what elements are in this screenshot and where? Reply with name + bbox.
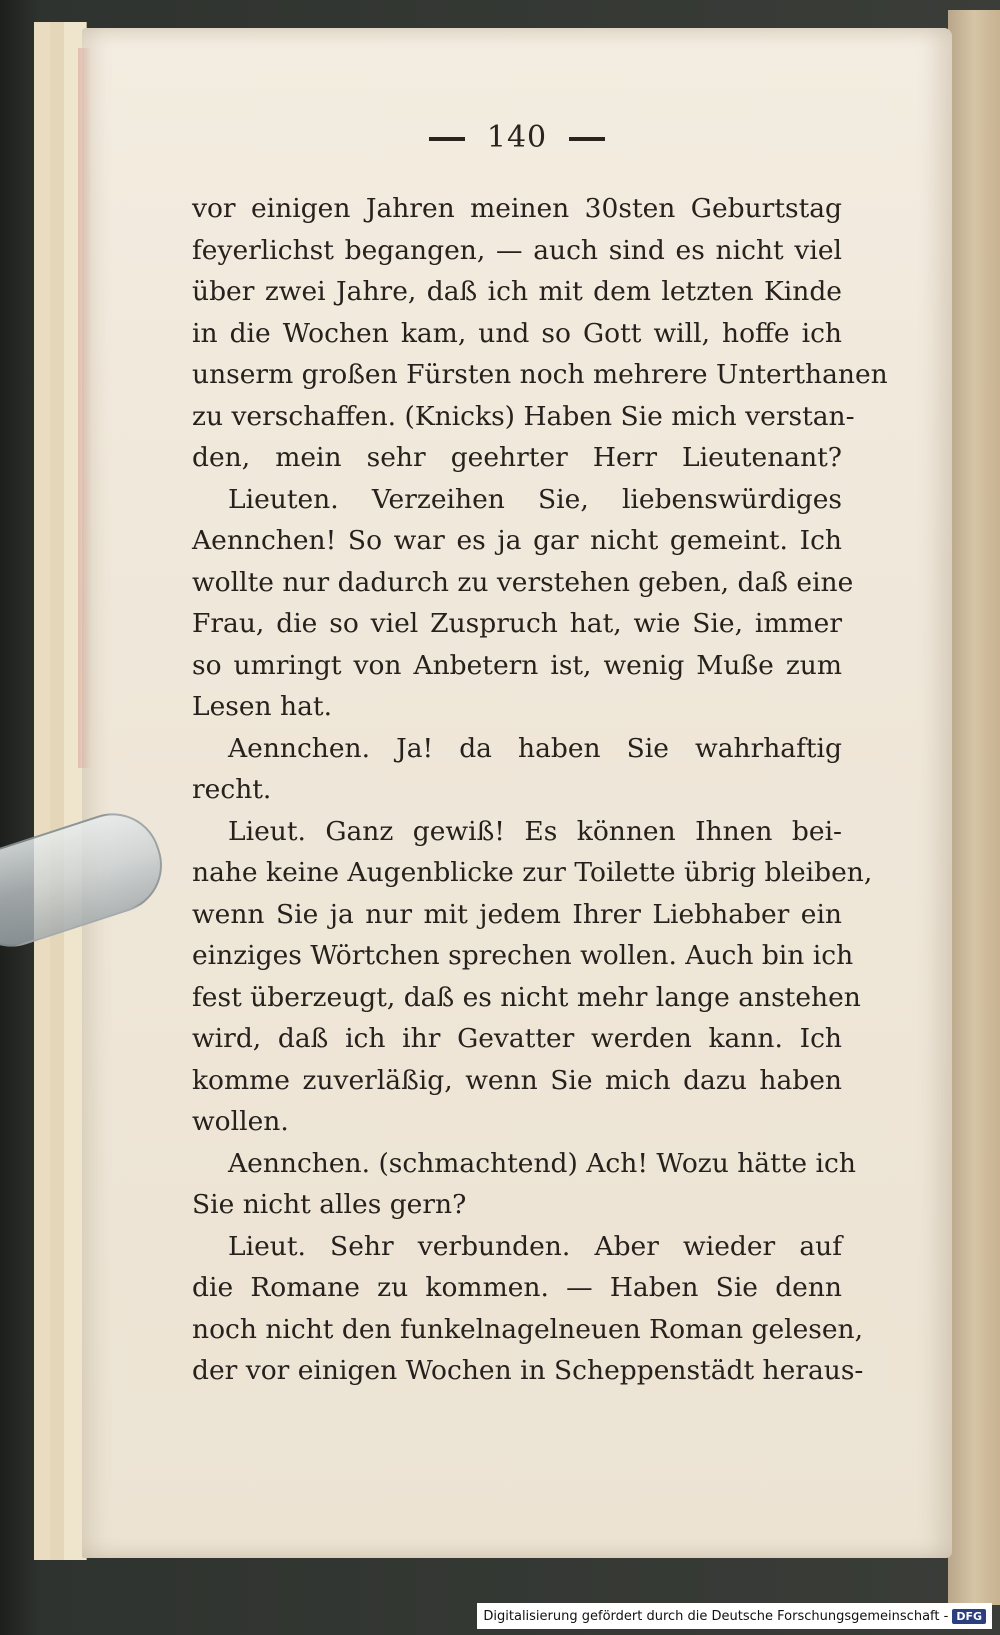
text-line: feyerlichst begangen, — auch sind es nicht viel — [192, 234, 842, 266]
dfg-logo: DFG — [952, 1609, 986, 1624]
text-line: Aennchen. Ja! da haben Sie wahrhaftig — [228, 732, 842, 764]
book-page — [82, 28, 952, 1558]
text-line: zu verschaffen. (Knicks) Haben Sie mich verstan- — [192, 400, 855, 432]
text-line: noch nicht den funkelnagelneuen Roman gelesen, — [192, 1313, 864, 1345]
text-line: Aennchen. (schmachtend) Ach! Wozu hätte ich — [228, 1147, 856, 1179]
text-line: der vor einigen Wochen in Scheppenstädt heraus- — [192, 1355, 864, 1386]
digitization-footer — [477, 1603, 992, 1629]
text-line: Frau, die so viel Zuspruch hat, wie Sie, immer — [192, 608, 842, 639]
text-line: fest überzeugt, daß es nicht mehr lange anstehen — [192, 981, 861, 1013]
text-line: Lieut. Ganz gewiß! Es können Ihnen bei- — [228, 815, 842, 847]
text-line: recht. — [192, 774, 272, 805]
text-line: wollen. — [192, 1106, 289, 1137]
text-line: vor einigen Jahren meinen 30sten Geburtstag — [192, 193, 842, 224]
text-line: nahe keine Augenblicke zur Toilette übrig bleiben, — [192, 857, 873, 888]
adjacent-page — [948, 10, 1000, 1605]
header-dash-left — [429, 137, 465, 141]
text-line: wird, daß ich ihr Gevatter werden kann. Ich — [192, 1023, 842, 1054]
text-line: Lieuten. Verzeihen Sie, liebenswürdiges — [228, 483, 842, 515]
text-line: wenn Sie ja nur mit jedem Ihrer Liebhaber ein — [192, 898, 842, 930]
text-line: so umringt von Anbetern ist, wenig Muße zum — [192, 649, 842, 681]
text-line: Lesen hat. — [192, 691, 332, 722]
page-header — [82, 120, 952, 155]
text-line: Lieut. Sehr verbunden. Aber wieder auf — [228, 1230, 842, 1262]
text-line: den, mein sehr geehrter Herr Lieutenant? — [192, 442, 842, 473]
text-line: unserm großen Fürsten noch mehrere Unterthanen — [192, 359, 888, 390]
text-line: komme zuverläßig, wenn Sie mich dazu haben — [192, 1064, 842, 1096]
page-number: 140 — [486, 120, 548, 155]
text-line: einziges Wörtchen sprechen wollen. Auch bin ich — [192, 940, 854, 971]
text-line: wollte nur dadurch zu verstehen geben, daß eine — [192, 566, 854, 598]
text-line: in die Wochen kam, und so Gott will, hoffe ich — [192, 317, 842, 349]
text-line: über zwei Jahre, daß ich mit dem letzten Kinde — [192, 276, 842, 307]
page-text — [192, 188, 888, 1392]
text-line: Sie nicht alles gern? — [192, 1189, 467, 1220]
footer-text: Digitalisierung gefördert durch die Deutsche Forschungsgemeinschaft - — [483, 1608, 949, 1624]
text-line: die Romane zu kommen. — Haben Sie denn — [192, 1272, 842, 1303]
text-line: Aennchen! So war es ja gar nicht gemeint. Ich — [192, 525, 842, 556]
header-dash-right — [569, 137, 605, 141]
